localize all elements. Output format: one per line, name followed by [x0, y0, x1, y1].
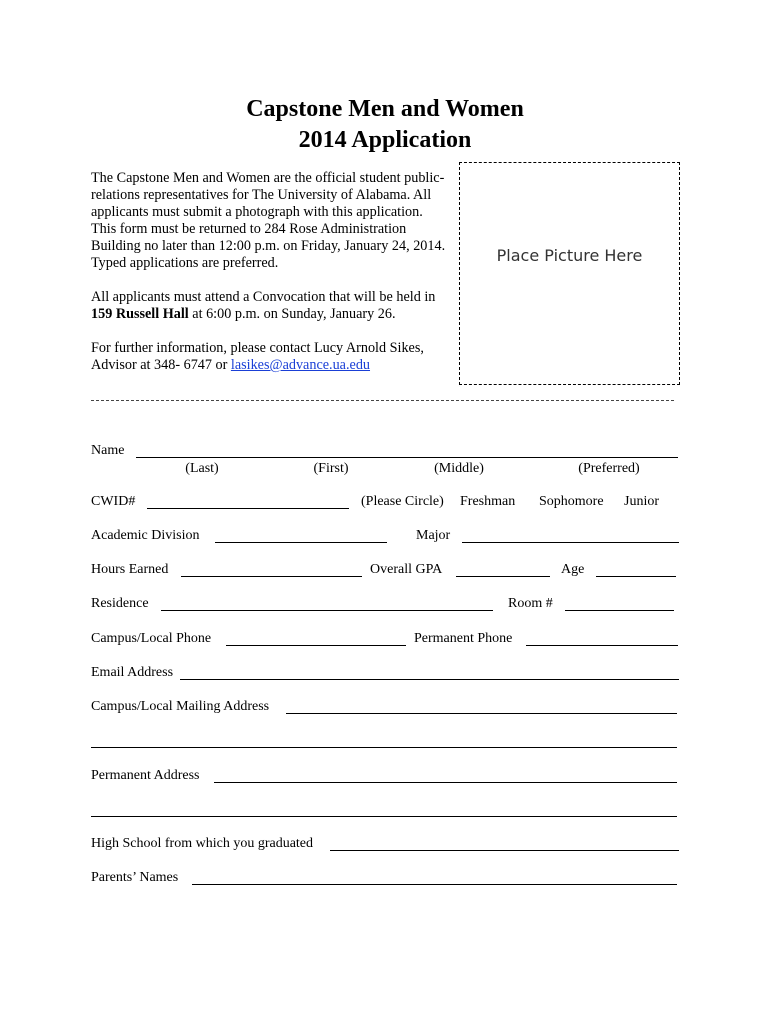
intro-paragraph-2: [91, 289, 451, 323]
please-circle-label: (Please Circle): [361, 494, 444, 509]
residence-field[interactable]: [161, 610, 493, 611]
parents-names-label: Parents’ Names: [91, 870, 179, 885]
overall-gpa-field[interactable]: [456, 576, 550, 577]
contact-text: For further information, please contact Lucy Arnold Sikes, Advisor at 348- 6747 or: [91, 340, 424, 373]
age-field[interactable]: [596, 576, 676, 577]
hours-earned-field[interactable]: [181, 576, 362, 577]
mailing-address-field-line-2[interactable]: [91, 747, 677, 748]
class-option-freshman[interactable]: Freshman: [460, 494, 516, 509]
campus-phone-label: Campus/Local Phone: [91, 631, 212, 646]
intro-text: [91, 170, 451, 391]
room-field[interactable]: [565, 610, 674, 611]
hours-earned-label: Hours Earned: [91, 562, 169, 577]
permanent-address-field-line-2[interactable]: [91, 816, 677, 817]
parents-names-field[interactable]: [192, 884, 677, 885]
form-title-line-2: 2014 Application: [298, 127, 472, 153]
cwid-label: CWID#: [91, 494, 136, 509]
academic-division-field[interactable]: [215, 542, 387, 543]
convocation-time: at 6:00 p.m. on Sunday, January 26.: [192, 306, 396, 322]
overall-gpa-label: Overall GPA: [370, 562, 443, 577]
photo-placeholder-label: Place Picture Here: [496, 246, 643, 265]
room-label: Room #: [508, 596, 553, 611]
campus-phone-field[interactable]: [226, 645, 406, 646]
age-label: Age: [561, 562, 585, 577]
email-link[interactable]: lasikes@advance.ua.edu: [230, 357, 371, 373]
class-option-sophomore[interactable]: Sophomore: [539, 494, 604, 509]
high-school-field[interactable]: [330, 850, 679, 851]
major-label: Major: [416, 528, 451, 543]
section-divider: [91, 400, 674, 401]
photo-placeholder-box[interactable]: [459, 162, 680, 385]
high-school-label: High School from which you graduated: [91, 836, 314, 851]
name-first-caption: (First): [313, 461, 349, 476]
permanent-address-field[interactable]: [214, 782, 677, 783]
cwid-field[interactable]: [147, 508, 349, 509]
name-field[interactable]: [136, 457, 678, 458]
form-title-line-1: Capstone Men and Women: [246, 96, 524, 122]
residence-label: Residence: [91, 596, 149, 611]
name-label: Name: [91, 443, 125, 458]
name-middle-caption: (Middle): [434, 461, 484, 476]
permanent-address-label: Permanent Address: [91, 768, 200, 783]
mailing-address-label: Campus/Local Mailing Address: [91, 699, 270, 714]
permanent-phone-field[interactable]: [526, 645, 678, 646]
intro-paragraph-1: The Capstone Men and Women are the official student public-relations representatives for The University of Alabama. All applicants must submit a photograph with this application. This form must be returned to 284 Rose Administration Building no later than 12:00 p.m. on Friday, January 24, 2014. Typed applications are preferred.: [91, 170, 446, 271]
email-address-field[interactable]: [180, 679, 679, 680]
mailing-address-field[interactable]: [286, 713, 677, 714]
convocation-text: All applicants must attend a Convocation that will be held in: [91, 289, 436, 305]
name-last-caption: (Last): [185, 461, 219, 476]
name-preferred-caption: (Preferred): [578, 461, 640, 476]
major-field[interactable]: [462, 542, 679, 543]
convocation-location: 159 Russell Hall: [91, 306, 189, 322]
intro-paragraph-3: [91, 340, 451, 374]
email-address-label: Email Address: [91, 665, 174, 680]
permanent-phone-label: Permanent Phone: [414, 631, 513, 646]
class-option-junior[interactable]: Junior: [624, 494, 659, 509]
academic-division-label: Academic Division: [91, 528, 200, 543]
